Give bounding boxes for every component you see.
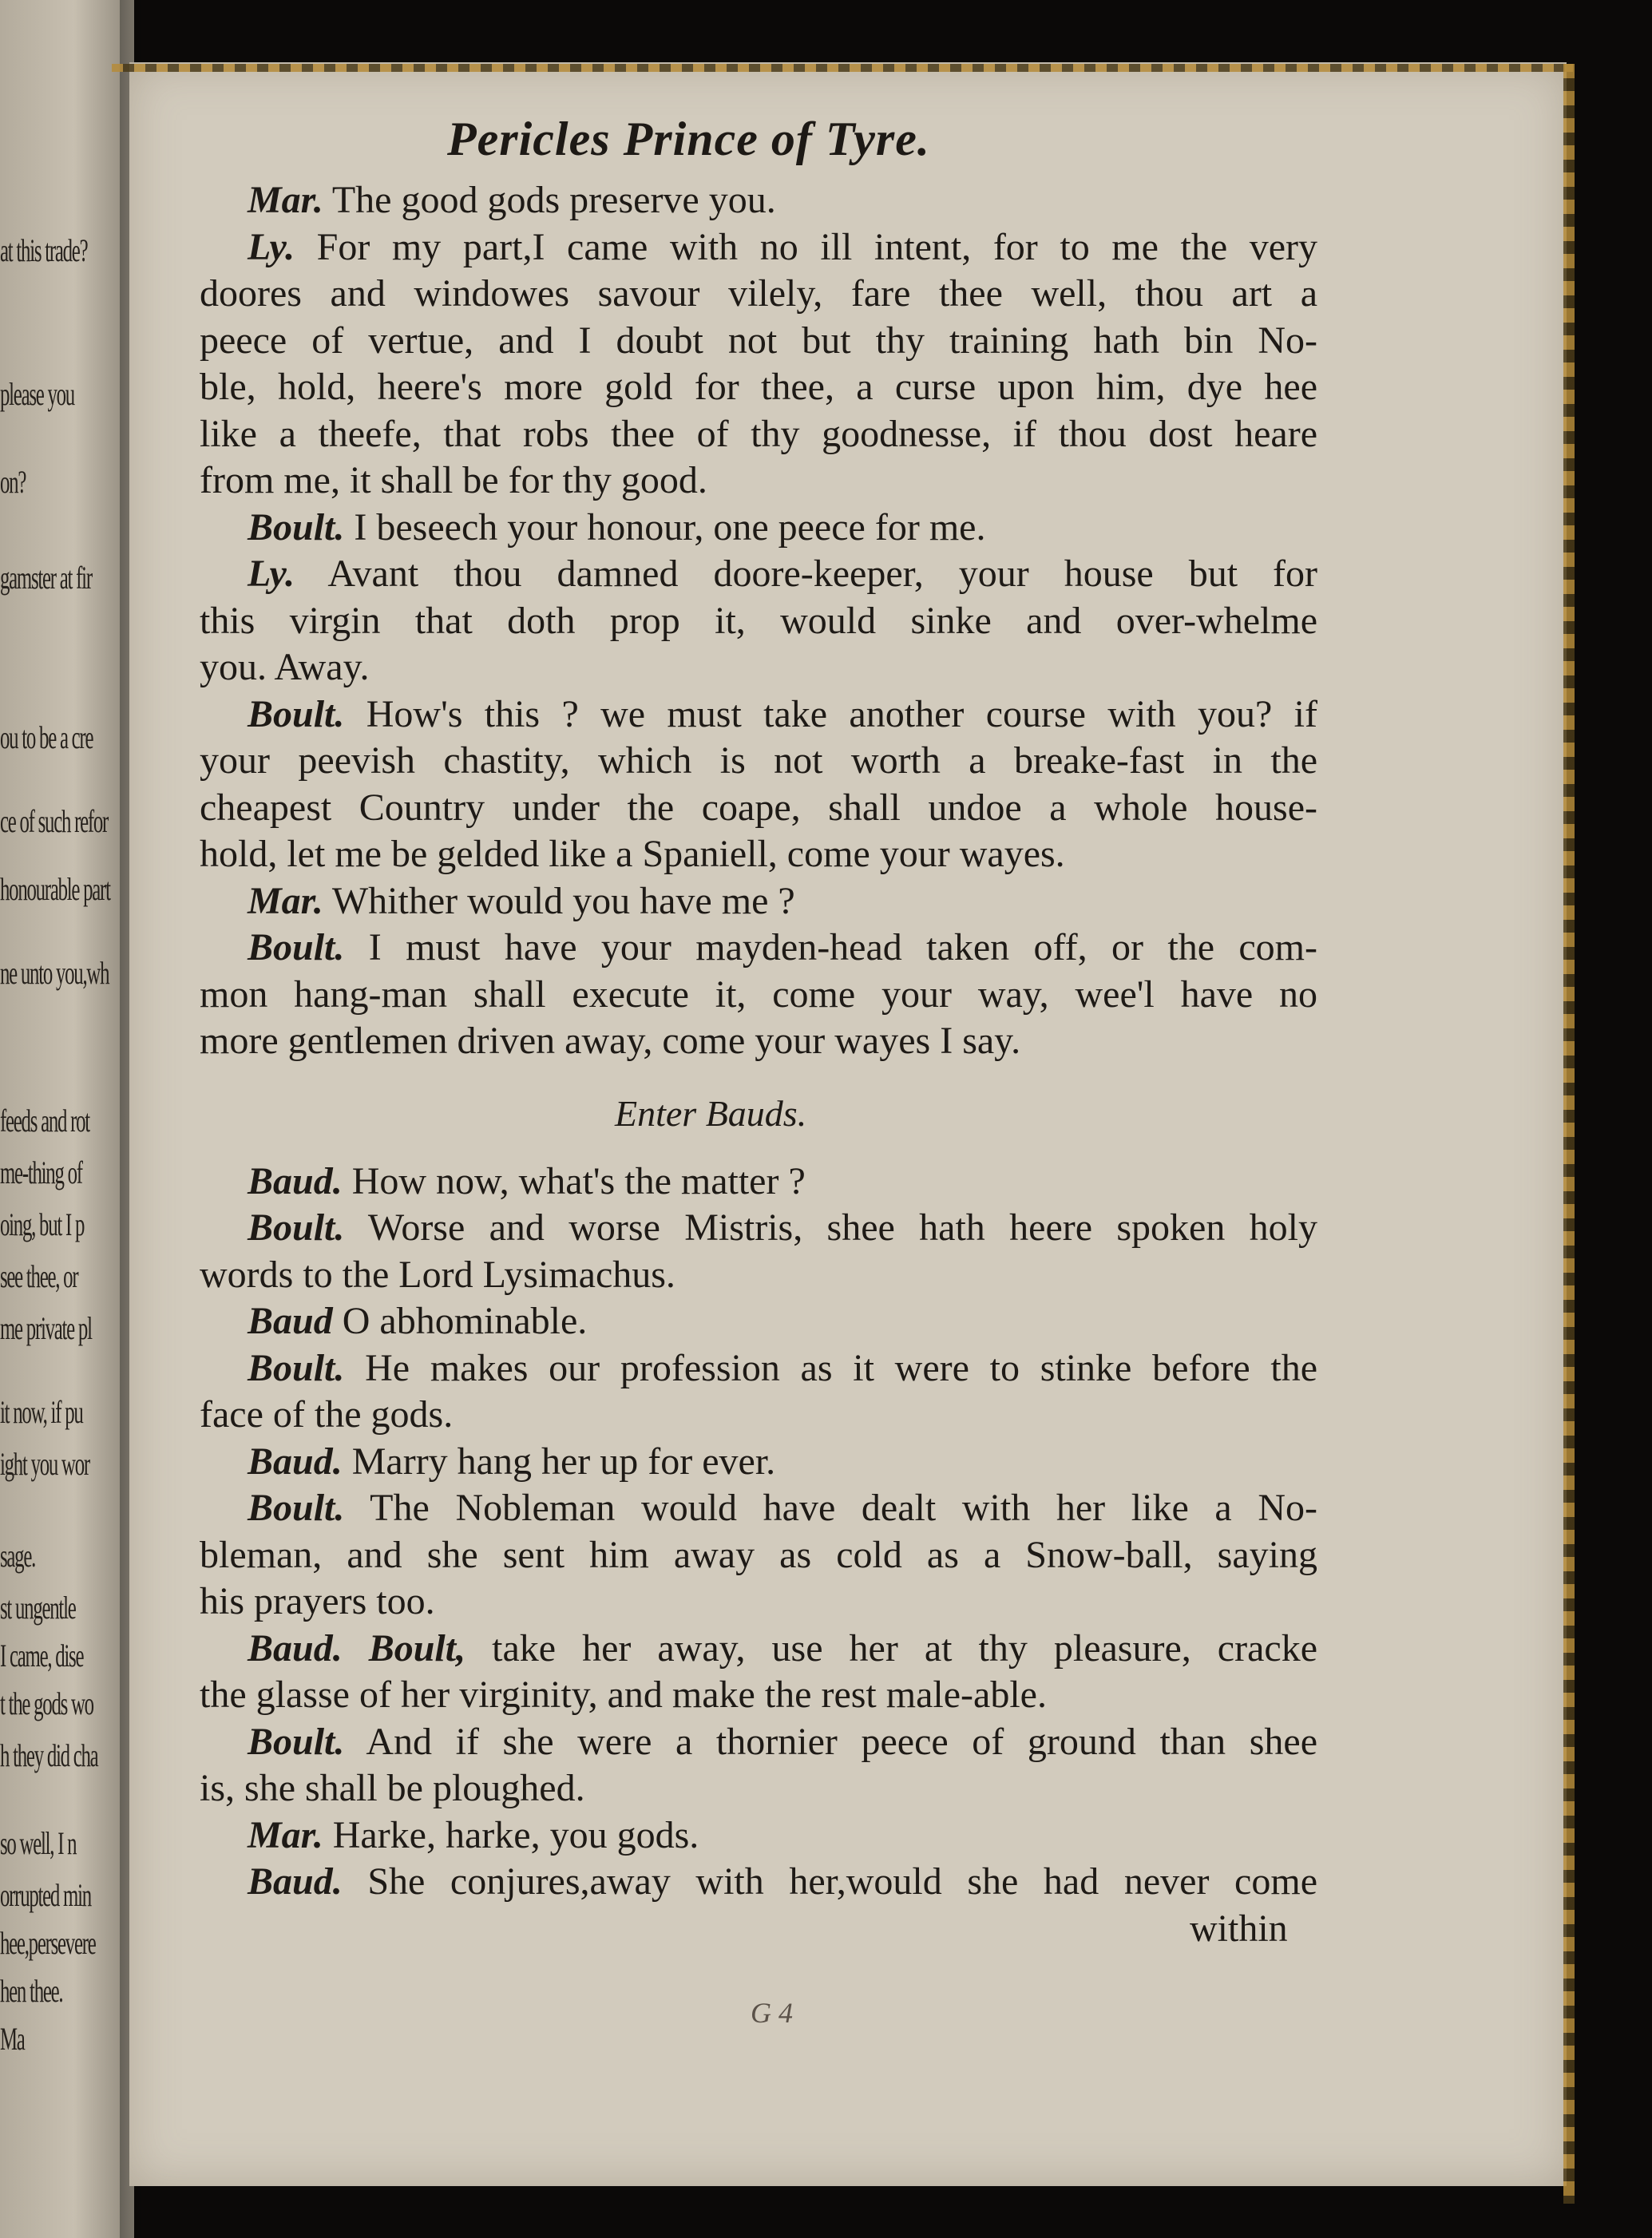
speech-line — [248, 505, 985, 551]
speech-line — [248, 1205, 1317, 1251]
speaker-name: Boult. — [248, 692, 345, 735]
running-head: Pericles Prince of Tyre. — [447, 113, 930, 165]
line-text: words to the Lord Lysimachus. — [200, 1253, 675, 1296]
line-text: How now, what's the matter ? — [351, 1159, 806, 1202]
facing-page-fragment: so well, I n — [0, 1825, 77, 1861]
facing-page — [0, 0, 134, 2238]
line-text: Harke, harke, you gods. — [332, 1813, 699, 1856]
speaker-name: Baud — [248, 1300, 333, 1342]
speech-line — [248, 1298, 587, 1345]
speech-line — [248, 878, 795, 925]
facing-page-fragment: feeds and rot — [0, 1103, 89, 1139]
line-text: his prayers too. — [200, 1580, 435, 1622]
facing-page-fragment: at this trade? — [0, 232, 88, 268]
facing-page-fragment: I came, dise — [0, 1638, 84, 1674]
line-text: O abhominable. — [342, 1300, 588, 1342]
speaker-name: Boult. — [248, 1720, 345, 1763]
text-line — [200, 1672, 1047, 1718]
speaker-name: Ly. — [248, 553, 295, 595]
facing-page-fragment: orrupted min — [0, 1877, 91, 1913]
facing-page-fragment: t the gods wo — [0, 1685, 93, 1721]
line-text: you. Away. — [200, 646, 370, 688]
facing-page-fragment: me private pl — [0, 1310, 92, 1346]
speech-line — [248, 1859, 1317, 1905]
speech-line — [248, 177, 776, 224]
line-text: from me, it shall be for thy good. — [200, 459, 707, 501]
speech-line — [248, 1626, 1317, 1672]
facing-page-fragment: please you — [0, 376, 74, 412]
speech-line — [248, 1439, 775, 1485]
speaker-name: Baud. Boult, — [248, 1626, 466, 1670]
speech-line — [248, 224, 1317, 271]
gilt-edge-top — [112, 64, 1573, 72]
line-text: ble, hold, heere's more gold for thee, a curse upon him, dye hee — [200, 366, 1317, 408]
text-line — [200, 738, 1317, 784]
signature-mark: G 4 — [751, 1997, 793, 2029]
facing-page-fragment: honourable part — [0, 871, 110, 907]
line-text: How's this ? we must take another course with you? if — [366, 692, 1318, 735]
facing-page-fragment: on? — [0, 464, 26, 500]
line-text: your peevish chastity, which is not worth a breake-fast in the — [200, 739, 1317, 782]
text-line — [200, 785, 1317, 831]
facing-page-fragment: sage. — [0, 1538, 36, 1574]
facing-page-fragment: ce of such refor — [0, 803, 109, 839]
facing-page-fragment: st ungentle — [0, 1590, 76, 1626]
facing-page-fragment: h they did cha — [0, 1737, 98, 1773]
facing-page-fragment: Ma — [0, 2021, 25, 2057]
facing-page-fragment: gamster at fir — [0, 560, 92, 596]
speech-line — [248, 691, 1317, 738]
line-text: Worse and worse Mistris, shee hath heere spoken holy — [367, 1206, 1318, 1249]
facing-page-fragment: me-thing of — [0, 1155, 82, 1190]
text-line — [200, 1252, 675, 1298]
line-text: He makes our profession as it were to stinke before the — [365, 1346, 1318, 1389]
text-line — [200, 1765, 585, 1812]
line-text: The Nobleman would have dealt with her like a No- — [370, 1487, 1317, 1529]
speaker-name: Baud. — [248, 1159, 343, 1202]
text-line — [200, 598, 1317, 644]
text-line — [200, 831, 1065, 877]
line-text: more gentlemen driven away, come your wayes I say. — [200, 1020, 1021, 1062]
line-text: peece of vertue, and I doubt not but thy training hath bin No- — [200, 319, 1317, 362]
line-text: cheapest Country under the coape, shall undoe a whole house- — [200, 786, 1317, 829]
speaker-name: Boult. — [248, 926, 345, 968]
text-line — [200, 318, 1317, 364]
speaker-name: Ly. — [248, 225, 295, 268]
speech-line — [248, 1812, 699, 1859]
line-text: She conjures,away with her,would she had never come — [367, 1860, 1317, 1903]
speech-line — [248, 551, 1317, 597]
text-line — [200, 1532, 1317, 1578]
speaker-name: Boult. — [248, 1206, 345, 1249]
stage-direction: Enter Bauds. — [615, 1092, 807, 1134]
speech-line — [248, 1719, 1317, 1765]
line-text: I beseech your honour, one peece for me. — [354, 505, 986, 549]
speaker-name: Boult. — [248, 1346, 345, 1389]
speaker-name: Mar. — [248, 1813, 323, 1856]
facing-page-fragment: hen thee. — [0, 1973, 63, 2009]
facing-page-fragment: it now, if pu — [0, 1394, 83, 1430]
speaker-name: Baud. — [248, 1440, 343, 1483]
text-line — [200, 364, 1317, 410]
line-text: is, she shall be ploughed. — [200, 1767, 585, 1809]
line-text: For my part,I came with no ill intent, for to me the very — [316, 225, 1318, 268]
line-text: The good gods preserve you. — [331, 179, 776, 221]
line-text: Whither would you have me ? — [331, 879, 795, 922]
line-text: Avant thou damned doore-keeper, your house but for — [327, 553, 1317, 595]
line-text: this virgin that doth prop it, would sinke and over-whelme — [200, 599, 1317, 642]
line-text: mon hang-man shall execute it, come your way, wee'l have no — [200, 972, 1317, 1016]
speech-line — [248, 925, 1317, 971]
text-line — [200, 644, 369, 691]
speaker-name: Boult. — [248, 505, 345, 549]
speaker-name: Mar. — [248, 179, 323, 221]
catchword: within — [1190, 1907, 1288, 1950]
text-line — [200, 1018, 1020, 1064]
line-text: bleman, and she sent him away as cold as a Snow-ball, saying — [200, 1533, 1317, 1576]
speaker-name: Boult. — [248, 1487, 345, 1529]
line-text: doores and windowes savour vilely, fare thee well, thou art a — [200, 272, 1317, 315]
line-text: like a theefe, that robs thee of thy goodnesse, if thou dost heare — [200, 412, 1317, 455]
line-text: face of the gods. — [200, 1393, 454, 1436]
line-text: And if she were a thornier peece of ground than shee — [366, 1720, 1318, 1763]
line-text: take her away, use her at thy pleasure, cracke — [492, 1626, 1317, 1670]
text-line — [200, 411, 1317, 458]
speaker-name: Baud. — [248, 1860, 343, 1903]
line-text: the glasse of her virginity, and make the rest male-able. — [200, 1674, 1047, 1716]
speech-line — [248, 1485, 1317, 1531]
facing-page-fragment: ne unto you,wh — [0, 955, 109, 991]
line-text: I must have your mayden-head taken off, or the com- — [368, 926, 1318, 968]
facing-page-fragment: ou to be a cre — [0, 719, 93, 755]
line-text: Marry hang her up for ever. — [351, 1440, 776, 1483]
facing-page-fragment: oing, but I p — [0, 1206, 85, 1242]
text-line — [200, 458, 707, 504]
facing-page-fragment: hee,persevere — [0, 1925, 96, 1961]
text-line — [200, 271, 1317, 317]
gilt-edge-right — [1563, 64, 1575, 2204]
speech-line — [248, 1345, 1317, 1392]
text-line — [200, 1578, 435, 1625]
speaker-name: Mar. — [248, 879, 323, 922]
text-line — [200, 972, 1317, 1018]
facing-page-fragment: see thee, or — [0, 1258, 78, 1294]
facing-page-fragment: ight you wor — [0, 1446, 89, 1482]
speech-line — [248, 1159, 806, 1205]
line-text: hold, let me be gelded like a Spaniell, come your wayes. — [200, 833, 1065, 875]
text-line — [200, 1392, 453, 1438]
